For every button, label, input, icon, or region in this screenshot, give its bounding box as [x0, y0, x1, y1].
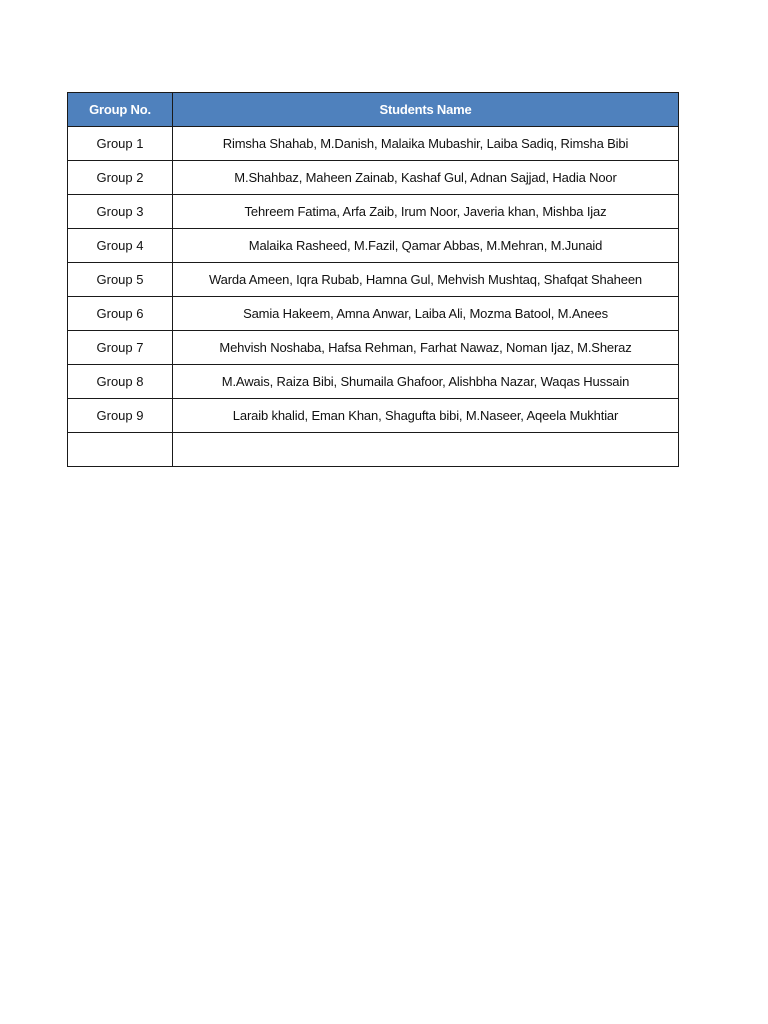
group-number-cell: Group 4: [68, 229, 173, 263]
student-names-cell: Samia Hakeem, Amna Anwar, Laiba Ali, Mozma Batool, M.Anees: [173, 297, 679, 331]
group-number-cell: Group 8: [68, 365, 173, 399]
table-row: [68, 127, 679, 161]
table-row: [68, 365, 679, 399]
table-row: [68, 297, 679, 331]
group-number-cell: Group 2: [68, 161, 173, 195]
student-names-cell: M.Shahbaz, Maheen Zainab, Kashaf Gul, Adnan Sajjad, Hadia Noor: [173, 161, 679, 195]
group-number-cell: Group 3: [68, 195, 173, 229]
group-number-cell: Group 9: [68, 399, 173, 433]
group-number-cell: Group 6: [68, 297, 173, 331]
table-header-row: [68, 93, 679, 127]
student-names-cell: Tehreem Fatima, Arfa Zaib, Irum Noor, Javeria khan, Mishba Ijaz: [173, 195, 679, 229]
table-row: [68, 263, 679, 297]
header-students-name: Students Name: [173, 93, 679, 127]
table-row-empty: [68, 433, 679, 467]
student-names-cell: Rimsha Shahab, M.Danish, Malaika Mubashir, Laiba Sadiq, Rimsha Bibi: [173, 127, 679, 161]
student-names-cell: [173, 433, 679, 467]
table-row: [68, 399, 679, 433]
table-row: [68, 161, 679, 195]
group-number-cell: Group 5: [68, 263, 173, 297]
group-number-cell: [68, 433, 173, 467]
table-row: [68, 195, 679, 229]
header-group-no: Group No.: [68, 93, 173, 127]
table-row: [68, 229, 679, 263]
student-names-cell: Mehvish Noshaba, Hafsa Rehman, Farhat Nawaz, Noman Ijaz, M.Sheraz: [173, 331, 679, 365]
group-number-cell: Group 7: [68, 331, 173, 365]
student-names-cell: M.Awais, Raiza Bibi, Shumaila Ghafoor, Alishbha Nazar, Waqas Hussain: [173, 365, 679, 399]
student-names-cell: Laraib khalid, Eman Khan, Shagufta bibi, M.Naseer, Aqeela Mukhtiar: [173, 399, 679, 433]
student-names-cell: Warda Ameen, Iqra Rubab, Hamna Gul, Mehvish Mushtaq, Shafqat Shaheen: [173, 263, 679, 297]
student-names-cell: Malaika Rasheed, M.Fazil, Qamar Abbas, M.Mehran, M.Junaid: [173, 229, 679, 263]
group-number-cell: Group 1: [68, 127, 173, 161]
table-row: [68, 331, 679, 365]
student-groups-table: [67, 92, 679, 467]
